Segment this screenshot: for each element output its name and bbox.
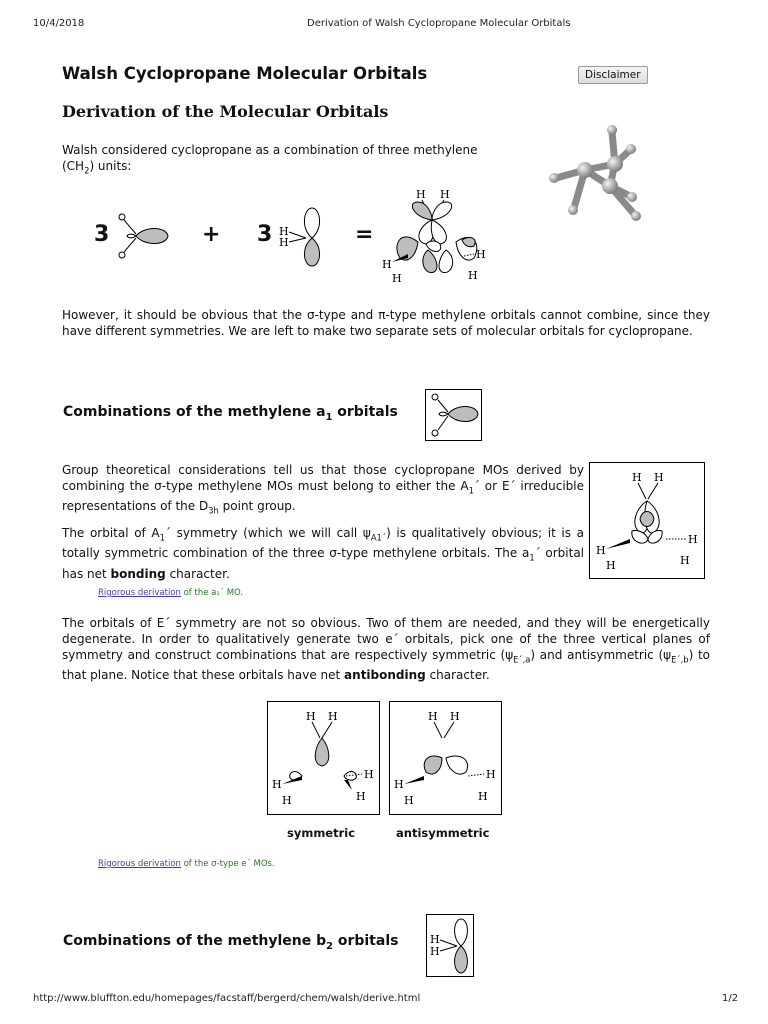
coefficient-1: 3: [94, 222, 110, 247]
atom-h: H: [440, 188, 450, 201]
atom-h: H: [430, 933, 440, 946]
footer-url: http://www.bluffton.edu/homepages/facstaff/bergerd/chem/walsh/derive.html: [33, 993, 421, 1004]
however-text: However, it should be obvious that the σ-type and π-type methylene orbitals cannot combine, since they have different symmetries. We are left to make two separate sets of molecular orbitals for cyclopropane.: [62, 308, 710, 338]
atom-h: H: [606, 559, 616, 572]
atom-h: H: [392, 272, 402, 285]
a1-heading: Combinations of the methylene $a_1$ orbitals: [63, 404, 398, 423]
atom-h: H: [356, 790, 366, 803]
atom-h: H: [394, 778, 404, 791]
print-date: 10/4/2018: [33, 18, 85, 29]
walsh-orbitals-diagram: [378, 184, 494, 288]
atom-h: H: [306, 710, 316, 723]
rigorous-derivation-link[interactable]: Rigorous derivation: [98, 588, 181, 598]
equals-sign: =: [355, 222, 374, 247]
coefficient-2: 3: [257, 222, 273, 247]
a1-orbital-icon: [425, 389, 482, 441]
antisymmetric-caption: antisymmetric: [396, 826, 490, 840]
atom-h: H: [476, 248, 486, 261]
atom-h: H: [404, 794, 414, 807]
print-title: Derivation of Walsh Cyclopropane Molecular Orbitals: [307, 18, 571, 29]
symmetric-mo-diagram: [267, 701, 380, 815]
plus-sign: +: [202, 222, 221, 247]
cyclopropane-model-image: [540, 118, 650, 228]
section-title: Derivation of the Molecular Orbitals: [62, 102, 389, 121]
atom-h: H: [279, 225, 289, 238]
rigorous-derivation-a1: Rigorous derivation of the a₁´ MO.: [98, 588, 244, 598]
atom-h: H: [416, 188, 426, 201]
atom-h: H: [596, 544, 606, 557]
disclaimer-button[interactable]: Disclaimer: [578, 66, 648, 84]
atom-h: H: [279, 236, 289, 249]
atom-h: H: [364, 768, 374, 781]
atom-h: H: [450, 710, 460, 723]
atom-h: H: [478, 790, 488, 803]
atom-h: H: [328, 710, 338, 723]
group-theory-text: Group theoretical considerations tell us that those cyclopropane MOs derived by combining the σ-type methylene MOs must belong to either the $A_1´$ or E´ irreducible representations of the $D_{3h}$ point group.: [62, 463, 584, 516]
atom-h: H: [272, 778, 282, 791]
atom-h: H: [430, 945, 440, 958]
page-number: 1/2: [722, 993, 739, 1004]
pi-orbital-icon: [276, 204, 330, 268]
atom-h: H: [632, 471, 642, 484]
rigorous-derivation-link[interactable]: Rigorous derivation: [98, 859, 181, 869]
atom-h: H: [282, 794, 292, 807]
rigorous-derivation-e: Rigorous derivation of the σ-type e´ MOs.: [98, 859, 275, 869]
b2-heading: Combinations of the methylene $b_2$ orbitals: [63, 933, 399, 952]
atom-h: H: [680, 554, 690, 567]
symmetric-caption: symmetric: [287, 826, 356, 840]
e-orbitals-text: The orbitals of E´ symmetry are not so obvious. Two of them are needed, and they will be energetically degenerate. In order to qualitatively generate two e´ orbitals, pick one of the three vertical planes of symmetry and construct combinations that are respectively symmetric $(\psi_{E´,a})$ and antisymmetric $(\psi_{E´,b})$ to that plane. Notice that these orbitals have net antibonding character.: [62, 616, 710, 683]
atom-h: H: [382, 258, 392, 271]
page-title: Walsh Cyclopropane Molecular Orbitals: [62, 64, 428, 83]
antisymmetric-mo-diagram: [389, 701, 502, 815]
sigma-orbital-icon: [114, 210, 174, 262]
atom-h: H: [654, 471, 664, 484]
atom-h: H: [428, 710, 438, 723]
a1-mo-diagram: [589, 462, 705, 579]
atom-h: H: [486, 768, 496, 781]
a1-orbital-text: The orbital of $A_1´$ symmetry (which we will call $\psi_{A1´}$) is qualitatively obvious; it is a totally symmetric combination of the three σ-type methylene orbitals. The $a_1´$ orbital has net bonding character.: [62, 526, 585, 581]
b2-orbital-icon: [426, 914, 474, 977]
atom-h: H: [688, 533, 698, 546]
intro-text: Walsh considered cyclopropane as a combination of three methylene $(CH_2)$ units:: [62, 143, 478, 176]
atom-h: H: [468, 269, 478, 282]
